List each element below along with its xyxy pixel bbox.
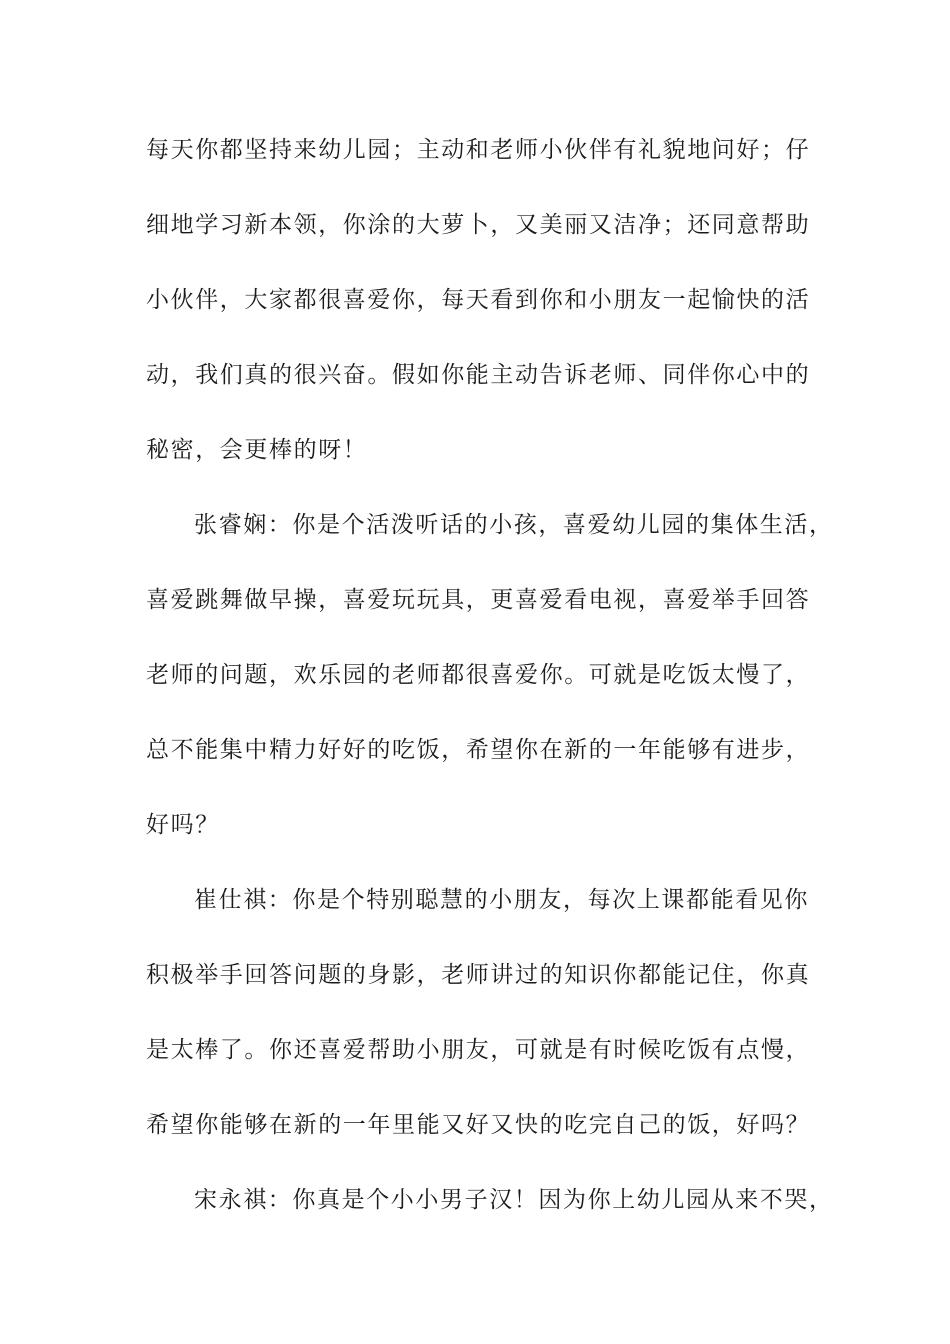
text-line: 秘密，会更棒的呀！: [146, 437, 368, 463]
text-line: 细地学习新本领，你涂的大萝卜，又美丽又洁净；还同意帮助: [146, 212, 811, 238]
text-line: 积极举手回答问题的身影，老师讲过的知识你都能记住，你真: [146, 962, 811, 988]
text-line: 是太棒了。你还喜爱帮助小朋友，可就是有时候吃饭有点慢，: [146, 1037, 811, 1063]
text-line: 动，我们真的很兴奋。假如你能主动告诉老师、同伴你心中的: [146, 362, 811, 388]
paragraph-start-line: 张睿娴：你是个活泼听话的小孩，喜爱幼儿园的集体生活，: [194, 512, 834, 538]
paragraph-start-line: 崔仕祺：你是个特别聪慧的小朋友，每次上课都能看见你: [194, 887, 809, 913]
text-line: 总不能集中精力好好的吃饭，希望你在新的一年能够有进步，: [146, 737, 811, 763]
text-line: 喜爱跳舞做早操，喜爱玩玩具，更喜爱看电视，喜爱举手回答: [146, 587, 811, 613]
text-line: 老师的问题，欢乐园的老师都很喜爱你。可就是吃饭太慢了，: [146, 662, 811, 688]
text-line: 每天你都坚持来幼儿园；主动和老师小伙伴有礼貌地问好；仔: [146, 137, 811, 163]
paragraph-start-line: 宋永祺：你真是个小小男子汉！因为你上幼儿园从来不哭，: [194, 1187, 834, 1213]
text-line: 小伙伴，大家都很喜爱你，每天看到你和小朋友一起愉快的活: [146, 287, 811, 313]
text-line: 希望你能够在新的一年里能又好又快的吃完自己的饭，好吗？: [146, 1112, 811, 1138]
text-line: 好吗？: [146, 812, 220, 838]
